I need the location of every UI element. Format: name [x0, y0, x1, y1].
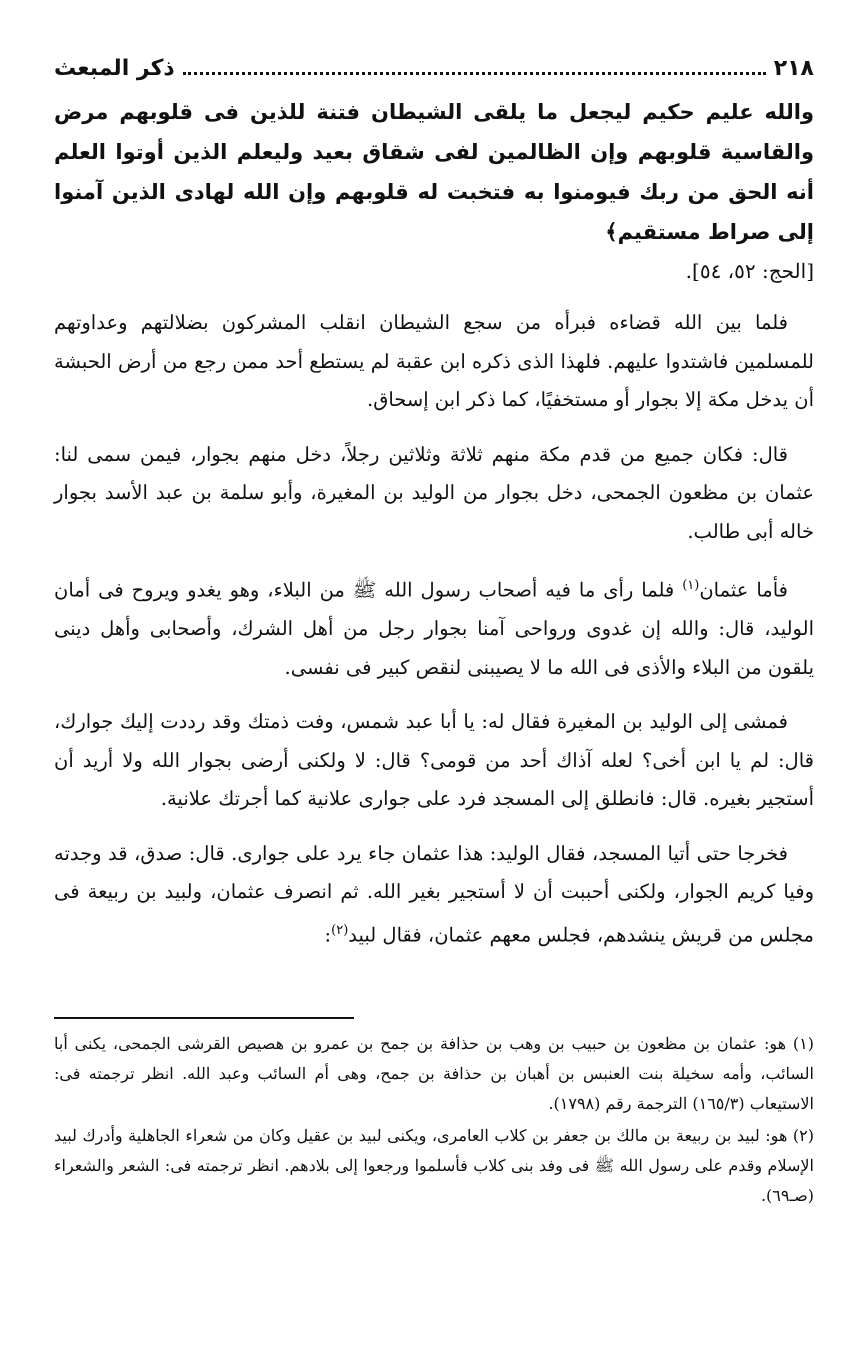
- footnote-separator: [54, 1017, 354, 1019]
- page-number: ٢١٨: [773, 56, 814, 81]
- footnote-marker-1[interactable]: (١): [682, 578, 700, 593]
- paragraph-2: قال: فكان جميع من قدم مكة منهم ثلاثة وثلاثين رجلاً، دخل منهم بجوار، فيمن سمى لنا: عثمان بن مظعون الجمحى، دخل بجوار من الوليد بن المغيرة، وأبو سلمة بن عبد الأسد بجوار خاله أبى طالب.: [54, 442, 814, 543]
- book-page: [54, 0, 814, 1211]
- paragraph-3-lead: فأما عثمان: [699, 578, 788, 602]
- footnote-2-text: هو: لبيد بن ربيعة بن مالك بن جعفر بن كلاب العامرى، ويكنى لبيد بن عقيل وكان من شعراء الجاهلية وأدرك لبيد الإسلام وقدم على رسول الله ﷺ فى وفد بنى كلاب فأسلموا ورجعوا إلى بلادهم. انظر ترجمته فى: الشعر والشعراء (صـ٦٩).: [54, 1125, 814, 1205]
- paragraph-4: فمشى إلى الوليد بن المغيرة فقال له: يا أبا عبد شمس، وفت ذمتك وقد رددت إليك جوارك، قال: لم يا ابن أخى؟ لعله آذاك أحد من قومى؟ قال: لا ولكنى أرضى بجوار الله ولا أريد أن أستجير بغيره. قال: فانطلق إلى المسجد فرد على جوارى علانية كما أجرتك علانية.: [54, 710, 814, 810]
- chapter-title: ذكر المبعث: [54, 56, 175, 81]
- footnote-2: [54, 1121, 814, 1211]
- footnote-1-number: (١): [792, 1033, 814, 1053]
- footnote-2-number: (٢): [792, 1125, 814, 1145]
- footnote-1-text: هو: عثمان بن مظعون بن حبيب بن وهب بن حذافة بن جمح بن عمرو بن هصيص القرشى الجمحى، يكنى أبا السائب، وأمه سخيلة بنت العنبس بن أهبان بن حذافة بن جمح، وهى أم السائب وعبد الله. انظر ترجمته فى: الاستيعاب (١٦٥/٣) الترجمة رقم (١٧٩٨).: [54, 1033, 814, 1113]
- paragraph-3-body: فلما رأى ما فيه أصحاب رسول الله ﷺ من البلاء، وهو يغدو ويروح فى أمان الوليد، قال: والله إن غدوى ورواحى آمنا بجوار رجل من أهل الشرك، وأصحابى وأهل دينى يلقون من البلاء والأذى فى الله ما لا يصيبنى لنقص كبير فى نفسى.: [54, 578, 814, 679]
- footnotes: [54, 1029, 814, 1211]
- paragraph-5: [54, 835, 814, 955]
- paragraph-5-end: :: [324, 923, 332, 946]
- paragraph-3: [54, 567, 814, 687]
- quran-verse: والله عليم حكيم ليجعل ما يلقى الشيطان فتنة للذين فى قلوبهم مرض والقاسية قلوبهم وإن الظالمين لفى شقاق بعيد وليعلم الذين أوتوا العلم أنه الحق من ربك فيومنوا به فتخبت له قلوبهم وإن الله لهادى الذين آمنوا إلى صراط مستقيم﴾: [54, 100, 814, 244]
- footnote-marker-2[interactable]: (٢): [331, 922, 349, 938]
- running-header: [54, 56, 814, 90]
- footnote-1: [54, 1029, 814, 1119]
- paragraph-1: فلما بين الله قضاءه فبرأه من سجع الشيطان انقلب المشركون بضلالتهم وعداوتهم للمسلمين فاشتدوا عليهم. فلهذا الذى ذكره ابن عقبة لم يستطع أحد ممن رجع من أرض الحبشة أن يدخل مكة إلا بجوار أو مستخفيًا، كما ذكر ابن إسحاق.: [54, 311, 814, 411]
- paragraph-5-body: فخرجا حتى أتيا المسجد، فقال الوليد: هذا عثمان جاء يرد على جوارى. قال: صدق، قد وجدته وفيا كريم الجوار، ولكنى أحببت أن لا أستجير بغير الله. ثم انصرف عثمان، ولبيد بن ربيعة فى مجلس من قريش ينشدهم، فجلس معهم عثمان، فقال لبيد: [54, 841, 814, 946]
- verse-reference: [الحج: ٥٢، ٥٤].: [685, 259, 814, 283]
- leader-dots: [183, 62, 766, 75]
